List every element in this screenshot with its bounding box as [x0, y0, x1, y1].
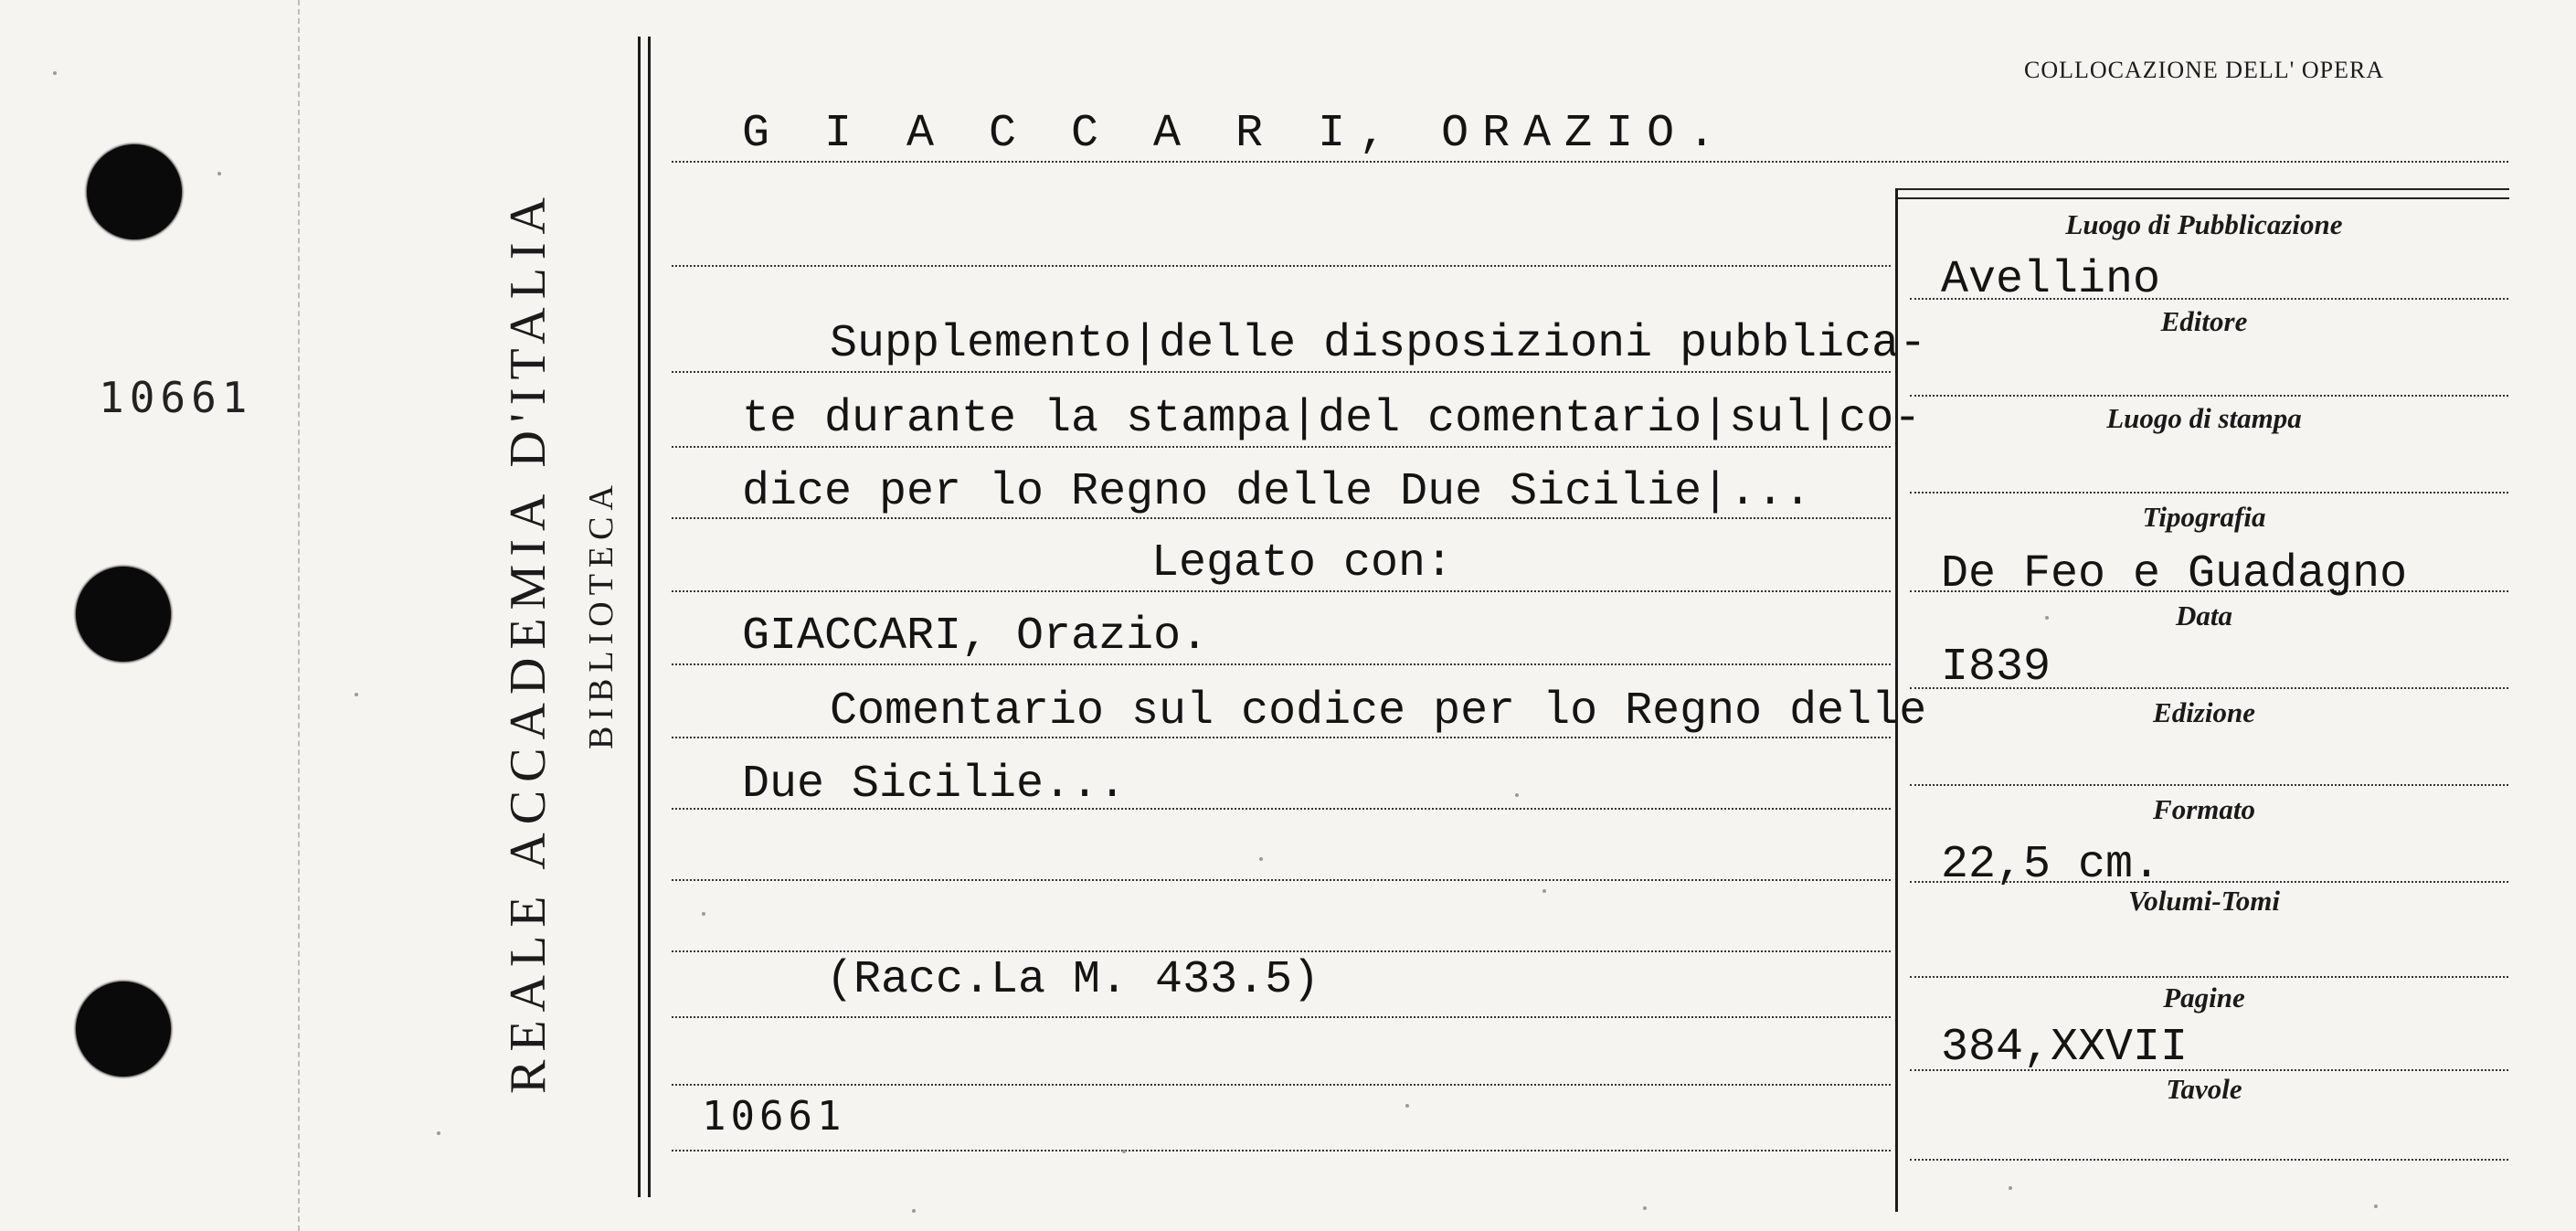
field-label-edition: Edizione [2153, 696, 2255, 728]
field-value-pages: 384,XXVII [1941, 1022, 2189, 1074]
field-value-format: 22,5 cm. [1941, 839, 2161, 891]
field-label-place-of-printing: Luogo di stampa [2106, 402, 2302, 434]
field-value-printer: De Feo e Guadagno [1941, 548, 2408, 600]
field-label-format: Formato [2153, 793, 2255, 825]
field-label-publisher: Editore [2160, 305, 2248, 337]
stub-number: 10661 [99, 373, 253, 422]
title-line: te durante la stampa|del comentario|sul|co- [742, 393, 1922, 445]
second-author: GIACCARI, Orazio. [742, 610, 1209, 663]
second-title-line: Comentario sul codice per lo Regno delle [830, 685, 1927, 738]
field-label-volumes: Volumi-Tomi [2128, 885, 2280, 917]
field-value-place-of-publication: Avellino [1941, 254, 2161, 306]
field-value-date: I839 [1941, 642, 2051, 694]
title-line: dice per lo Regno delle Due Sicilie|... [742, 466, 1812, 518]
inventory-number: 10661 [702, 1093, 846, 1140]
field-label-date: Data [2176, 600, 2232, 631]
location-title: COLLOCAZIONE DELL' OPERA [2024, 57, 2385, 83]
institution-department: BIBLIOTECA [582, 479, 620, 749]
bound-with-note: Legato con: [1151, 537, 1454, 589]
field-label-place-of-publication: Luogo di Pubblicazione [2065, 208, 2343, 240]
field-label-plates: Tavole [2166, 1073, 2242, 1105]
main-heading: G I A C C A R I, ORAZIO. [742, 108, 1730, 160]
title-line: Supplemento|delle disposizioni pubblica- [830, 318, 1927, 370]
field-label-pages: Pagine [2163, 982, 2245, 1013]
second-title-line: Due Sicilie... [742, 759, 1127, 811]
shelf-mark: (Racc.La M. 433.5) [826, 954, 1320, 1006]
field-label-printer: Tipografia [2142, 501, 2266, 533]
institution-name: REALE ACCADEMIA D'ITALIA [500, 189, 557, 1094]
